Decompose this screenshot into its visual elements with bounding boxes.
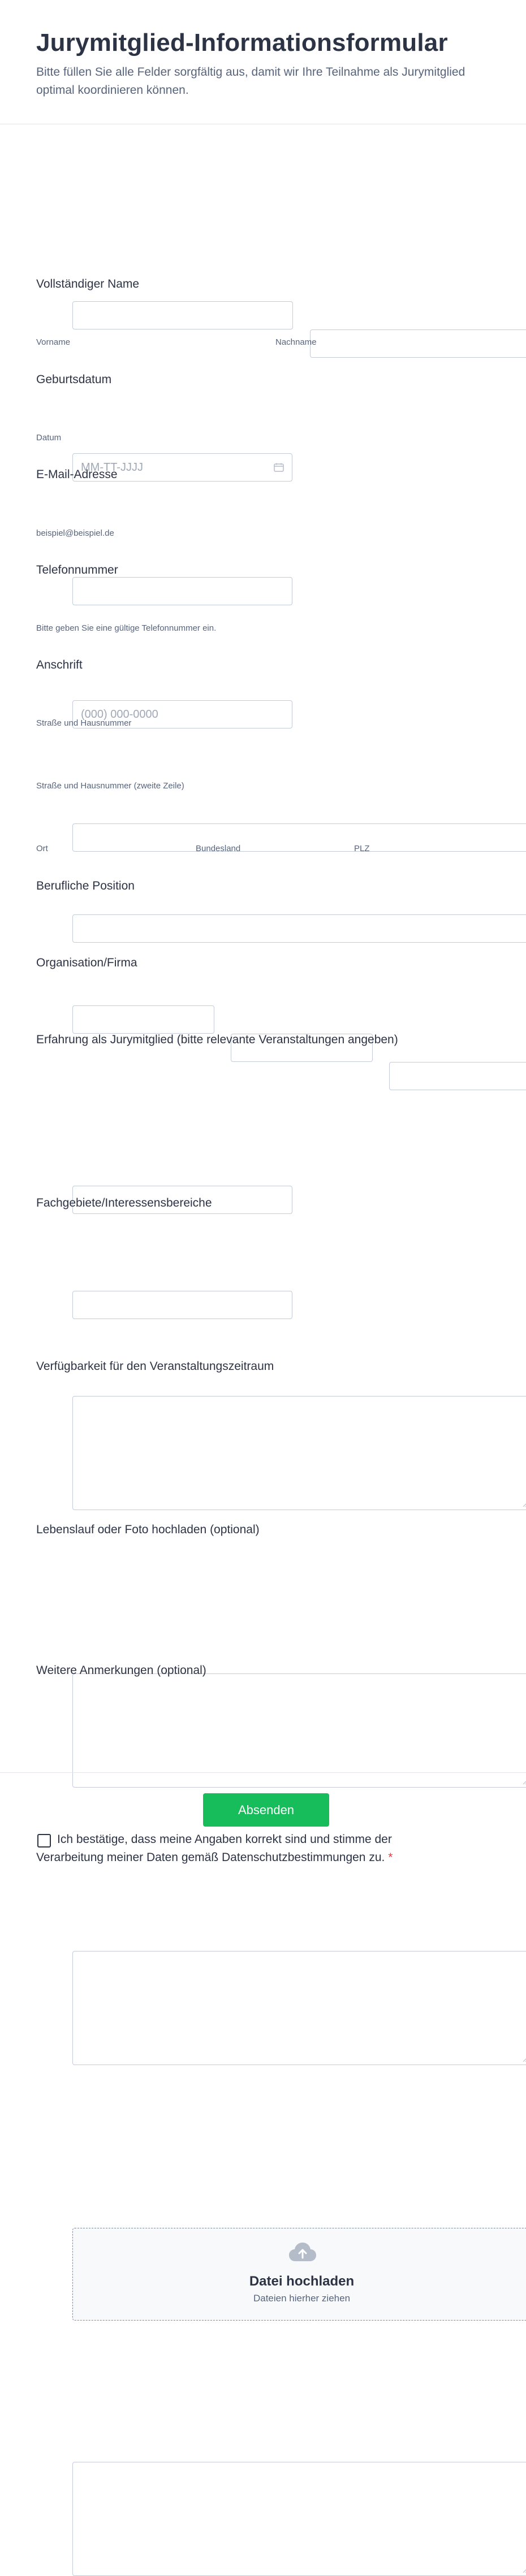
- availability-label: Verfügbarkeit für den Veranstaltungszeitraum: [36, 1360, 274, 1373]
- street-line2-input[interactable]: [72, 914, 526, 943]
- calendar-icon[interactable]: [274, 463, 284, 472]
- position-label: Berufliche Position: [36, 879, 135, 892]
- street-line1-input[interactable]: [72, 823, 526, 852]
- phone-label: Telefonnummer: [36, 563, 118, 576]
- name-label: Vollständiger Name: [36, 277, 140, 290]
- organization-input[interactable]: [72, 1291, 292, 1319]
- availability-textarea[interactable]: [72, 1951, 526, 2065]
- resize-grip-icon[interactable]: [523, 1502, 526, 1507]
- phone-sublabel: Bitte geben Sie eine gültige Telefonnummer ein.: [36, 623, 217, 633]
- required-asterisk: *: [388, 1851, 393, 1864]
- last-name-sublabel: Nachname: [275, 337, 317, 347]
- notes-textarea[interactable]: [72, 2462, 526, 2576]
- organization-label: Organisation/Firma: [36, 956, 137, 969]
- birthdate-label: Geburtsdatum: [36, 373, 112, 386]
- last-name-input[interactable]: [310, 329, 526, 358]
- city-sublabel: Ort: [36, 844, 48, 853]
- resize-grip-icon[interactable]: [523, 2568, 526, 2573]
- expertise-label: Fachgebiete/Interessensbereiche: [36, 1196, 212, 1209]
- email-label: E-Mail-Adresse: [36, 468, 118, 481]
- notes-label: Weitere Anmerkungen (optional): [36, 1664, 206, 1677]
- file-upload-dropzone[interactable]: [72, 2228, 526, 2321]
- address-label: Anschrift: [36, 658, 83, 671]
- upload-title: Datei hochladen: [249, 2274, 355, 2289]
- zip-sublabel: PLZ: [354, 844, 370, 853]
- street-line2-sublabel: Straße und Hausnummer (zweite Zeile): [36, 781, 184, 791]
- consent-text: Ich bestätige, dass meine Angaben korrekt sind und stimme der Verarbeitung meiner Daten gemäß Datenschutzbestimmungen zu. *: [36, 1833, 393, 1864]
- form-subtitle: Bitte füllen Sie alle Felder sorgfältig aus, damit wir Ihre Teilnahme als Jurymitglied optimal koordinieren können.: [36, 66, 465, 97]
- first-name-sublabel: Vorname: [36, 337, 71, 347]
- first-name-input[interactable]: [72, 301, 293, 329]
- form-footer: [0, 1772, 526, 1855]
- street-line1-sublabel: Straße und Hausnummer: [36, 718, 132, 728]
- upload-subtitle: Dateien hierher ziehen: [253, 2293, 351, 2304]
- resize-grip-icon[interactable]: [523, 2057, 526, 2062]
- birthdate-placeholder: MM-TT-JJJJ: [81, 461, 143, 474]
- email-input[interactable]: [72, 577, 292, 605]
- upload-label: Lebenslauf oder Foto hochladen (optional): [36, 1523, 260, 1536]
- city-input[interactable]: [72, 1005, 214, 1034]
- experience-label: Erfahrung als Jurymitglied (bitte relevante Veranstaltungen angeben): [36, 1033, 398, 1046]
- zip-input[interactable]: [389, 1062, 526, 1090]
- form-header: [0, 0, 526, 124]
- email-sublabel: beispiel@beispiel.de: [36, 528, 114, 538]
- phone-placeholder: (000) 000-0000: [81, 708, 158, 721]
- form-title: Jurymitglied-Informationsformular: [36, 29, 448, 57]
- cloud-upload-icon: [288, 2242, 317, 2262]
- state-sublabel: Bundesland: [196, 844, 241, 853]
- submit-button[interactable]: Absenden: [203, 1793, 329, 1827]
- expertise-textarea[interactable]: [72, 1673, 526, 1788]
- experience-textarea[interactable]: [72, 1396, 526, 1510]
- birthdate-sublabel: Datum: [36, 433, 62, 443]
